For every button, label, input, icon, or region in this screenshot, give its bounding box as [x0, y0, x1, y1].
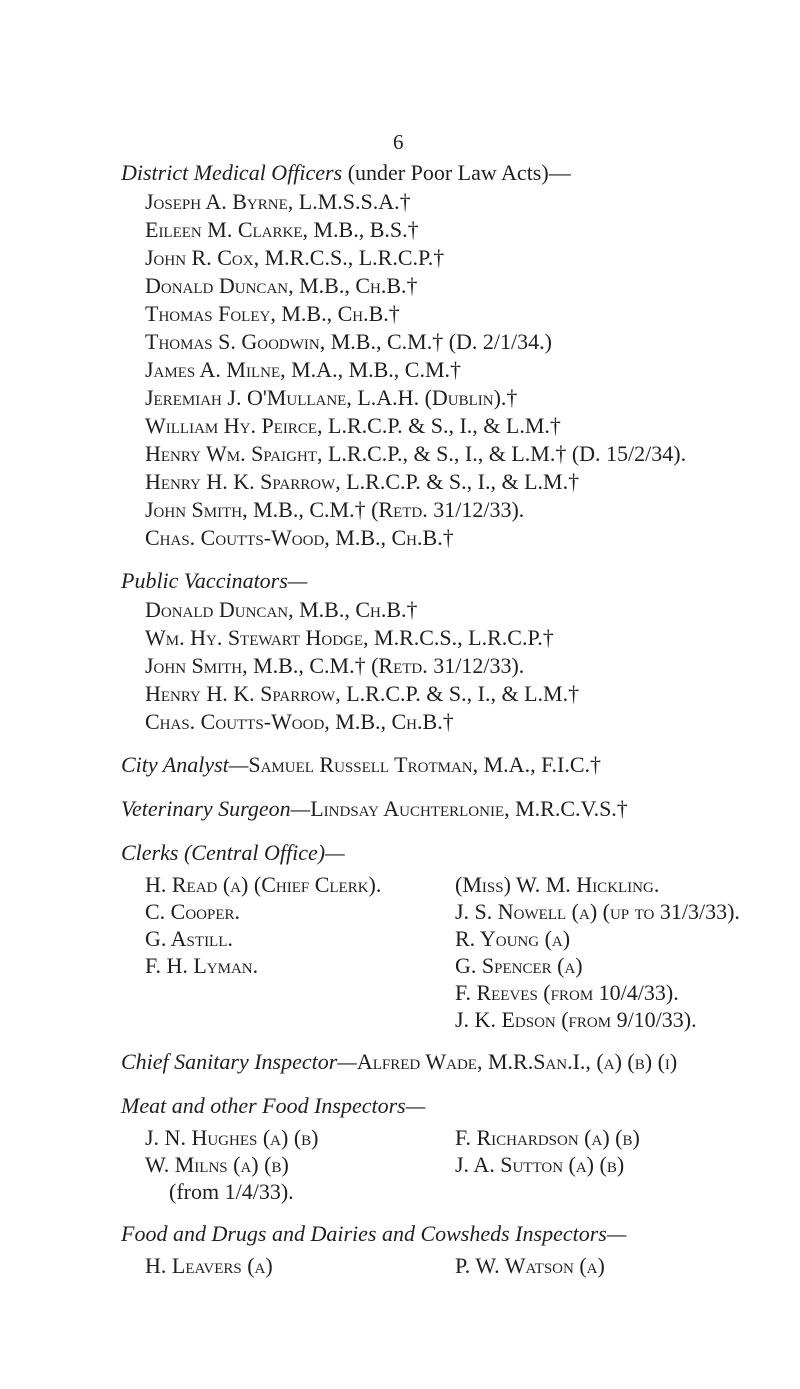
- city-analyst-heading: City Analyst—: [121, 752, 249, 777]
- clerks-left-column: [145, 871, 455, 1033]
- district-medical-entry: James A. Milne, M.A., M.B., C.M.†: [145, 357, 462, 382]
- clerk-entry: H. Read (a) (Chief Clerk).: [145, 872, 382, 897]
- meat-inspector-entry: F. Richardson (a) (b): [455, 1125, 640, 1150]
- vaccinator-entry: Donald Duncan, M.B., Ch.B.†: [145, 597, 418, 622]
- veterinary-line: [121, 793, 791, 824]
- food-drugs-entry: P. W. Watson (a): [455, 1253, 605, 1278]
- meat-inspectors-right-column: [455, 1124, 791, 1205]
- district-medical-entry: William Hy. Peirce, L.R.C.P. & S., I., & L.M.†: [145, 413, 561, 438]
- clerks-section: [121, 837, 791, 1033]
- clerk-entry: G. Spencer (a): [455, 953, 583, 978]
- clerk-entry: F. Reeves (from 10/4/33).: [455, 980, 679, 1005]
- city-analyst-line: [121, 749, 791, 780]
- district-medical-heading-suffix: (under Poor Law Acts)—: [342, 160, 571, 185]
- meat-inspector-note: (from 1/4/33).: [169, 1179, 294, 1204]
- district-medical-entry: Chas. Coutts-Wood, M.B., Ch.B.†: [145, 525, 454, 550]
- chief-sanitary-section: [121, 1046, 791, 1077]
- clerk-entry: F. H. Lyman.: [145, 953, 259, 978]
- veterinary-section: [121, 793, 791, 824]
- food-drugs-left-column: [145, 1252, 455, 1279]
- clerks-columns: [121, 871, 791, 1033]
- district-medical-section: [121, 157, 791, 552]
- district-medical-entry: John Smith, M.B., C.M.† (Retd. 31/12/33).: [145, 497, 525, 522]
- food-drugs-section: [121, 1218, 791, 1279]
- meat-inspector-entry: W. Milns (a) (b): [145, 1152, 289, 1177]
- district-medical-heading: [121, 157, 791, 188]
- clerk-entry: J. S. Nowell (a) (up to 31/3/33).: [455, 899, 740, 924]
- clerks-heading: [121, 837, 791, 868]
- district-medical-entry: Henry Wm. Spaight, L.R.C.P., & S., I., & L.M.† (D. 15/2/34).: [145, 441, 687, 466]
- meat-inspectors-heading-italic: Meat and other Food Inspectors—: [121, 1093, 426, 1118]
- clerk-entry: R. Young (a): [455, 926, 571, 951]
- document-body: [121, 157, 791, 1292]
- page-number: 6: [393, 130, 404, 154]
- district-medical-entry: Eileen M. Clarke, M.B., B.S.†: [145, 217, 419, 242]
- food-drugs-entry: H. Leavers (a): [145, 1253, 273, 1278]
- chief-sanitary-heading: Chief Sanitary Inspector—: [121, 1049, 357, 1074]
- clerk-entry: J. K. Edson (from 9/10/33).: [455, 1007, 697, 1032]
- clerk-entry: G. Astill.: [145, 926, 233, 951]
- clerk-entry: C. Cooper.: [145, 899, 241, 924]
- meat-inspectors-left-column: [145, 1124, 455, 1205]
- clerks-heading-italic: Clerks: [121, 840, 179, 865]
- district-medical-entry: Joseph A. Byrne, L.M.S.S.A.†: [145, 189, 411, 214]
- food-drugs-heading-italic: Food and Drugs and Dairies and Cowsheds Inspectors—: [121, 1221, 627, 1246]
- food-drugs-heading: [121, 1218, 791, 1249]
- district-medical-entry: Thomas Foley, M.B., Ch.B.†: [145, 301, 400, 326]
- chief-sanitary-line: [121, 1046, 791, 1077]
- public-vaccinators-heading: [121, 565, 791, 596]
- meat-inspectors-section: [121, 1090, 791, 1205]
- meat-inspectors-columns: [121, 1124, 791, 1205]
- city-analyst-section: [121, 749, 791, 780]
- clerk-entry: (Miss) W. M. Hickling.: [455, 872, 660, 897]
- public-vaccinators-heading-italic: Public Vaccinators—: [121, 568, 308, 593]
- clerks-heading-paren: (Central Office)—: [178, 840, 345, 865]
- food-drugs-columns: [121, 1252, 791, 1279]
- meat-inspectors-heading: [121, 1090, 791, 1121]
- district-medical-entry: Henry H. K. Sparrow, L.R.C.P. & S., I., & L.M.†: [145, 469, 580, 494]
- food-drugs-right-column: [455, 1252, 791, 1279]
- vaccinator-entry: Wm. Hy. Stewart Hodge, M.R.C.S., L.R.C.P.†: [145, 625, 554, 650]
- city-analyst-name: Samuel Russell Trotman, M.A., F.I.C.†: [248, 752, 602, 777]
- veterinary-heading: Veterinary Surgeon—: [121, 796, 311, 821]
- district-medical-entry: Thomas S. Goodwin, M.B., C.M.† (D. 2/1/34.): [145, 329, 552, 354]
- district-medical-heading-italic: District Medical Officers: [121, 160, 343, 185]
- district-medical-entry: John R. Cox, M.R.C.S., L.R.C.P.†: [145, 245, 445, 270]
- public-vaccinators-section: [121, 565, 791, 736]
- district-medical-entry: Donald Duncan, M.B., Ch.B.†: [145, 273, 418, 298]
- meat-inspector-entry: J. N. Hughes (a) (b): [145, 1125, 319, 1150]
- veterinary-name: Lindsay Auchterlonie, M.R.C.V.S.†: [310, 796, 628, 821]
- meat-inspector-entry: J. A. Sutton (a) (b): [455, 1152, 625, 1177]
- vaccinator-entry: Henry H. K. Sparrow, L.R.C.P. & S., I., & L.M.†: [145, 681, 580, 706]
- vaccinator-entry: Chas. Coutts-Wood, M.B., Ch.B.†: [145, 709, 454, 734]
- district-medical-entry: Jeremiah J. O'Mullane, L.A.H. (Dublin).†: [145, 385, 518, 410]
- clerks-right-column: [455, 871, 791, 1033]
- chief-sanitary-name: Alfred Wade, M.R.San.I., (a) (b) (i): [356, 1049, 678, 1074]
- vaccinator-entry: John Smith, M.B., C.M.† (Retd. 31/12/33).: [145, 653, 525, 678]
